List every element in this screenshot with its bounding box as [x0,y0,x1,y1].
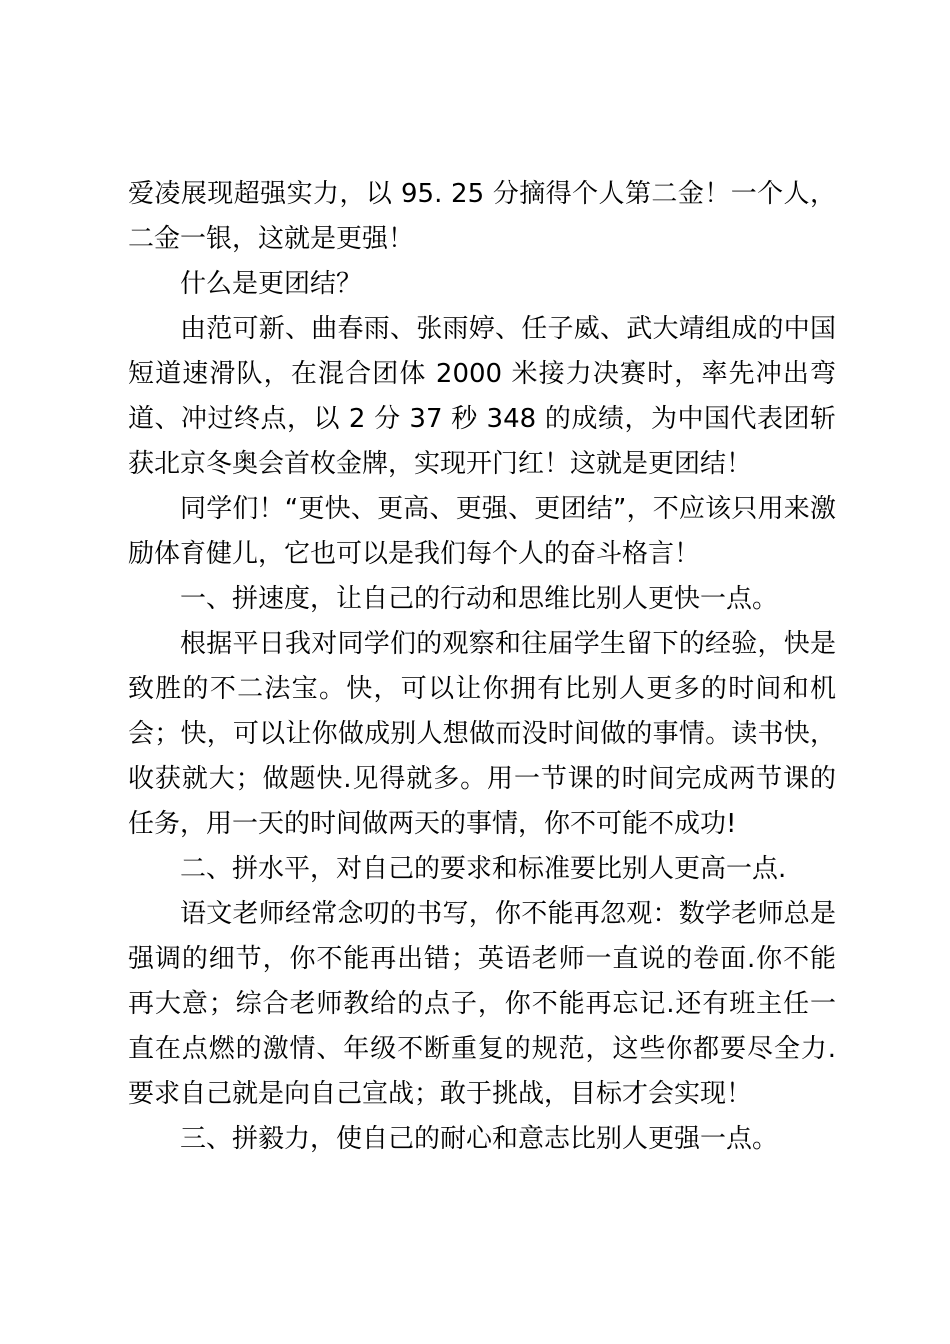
paragraph-motto: 同学们！“更快、更高、更强、更团结”，不应该只用来激励体育健儿，它也可以是我们每个人的奋斗格言！ [128,494,836,569]
paragraph-speed: 根据平日我对同学们的观察和往届学生留下的经验，快是致胜的不二法宝。快，可以让你拥有比别人更多的时间和机会；快，可以让你做成别人想做而没时间做的事情。读书快，收获就大；做题快.见得就多。用一节课的时间完成两节课的任务，用一天的时间做两天的事情，你不可能不成功! [128,629,836,839]
document-body [128,172,836,1162]
paragraph-question: 什么是更团结？ [180,269,363,299]
paragraph-short-track-team: 由范可新、曲春雨、张雨婷、任子威、武大靖组成的中国短道速滑队，在混合团体 2000 米接力决赛时，率先冲出弯道、冲过终点，以 2 分 37 秒 348 的成绩，为中国代表团斩获北京冬奥会首枚金牌，实现开门红！这就是更团结！ [128,314,836,479]
paragraph-continuation: 爱凌展现超强实力，以 95. 25 分摘得个人第二金！一个人，二金一银，这就是更强！ [128,179,836,254]
paragraph-level: 语文老师经常念叨的书写，你不能再忽观：数学老师总是强调的细节，你不能再出错；英语老师一直说的卷面.你不能再大意；综合老师教给的点子，你不能再忘记.还有班主任一直在点燃的激情、年级不断重复的规范，这些你都要尽全力.要求自己就是向自己宣战；敢于挑战，目标才会实现！ [128,899,836,1109]
section-heading-speed: 一、拼速度，让自己的行动和思维比别人更快一点。 [180,584,779,614]
section-heading-level: 二、拼水平，对自己的要求和标准要比别人更高一点. [180,854,787,884]
section-heading-perseverance: 三、拼毅力，使自己的耐心和意志比别人更强一点。 [180,1124,779,1154]
